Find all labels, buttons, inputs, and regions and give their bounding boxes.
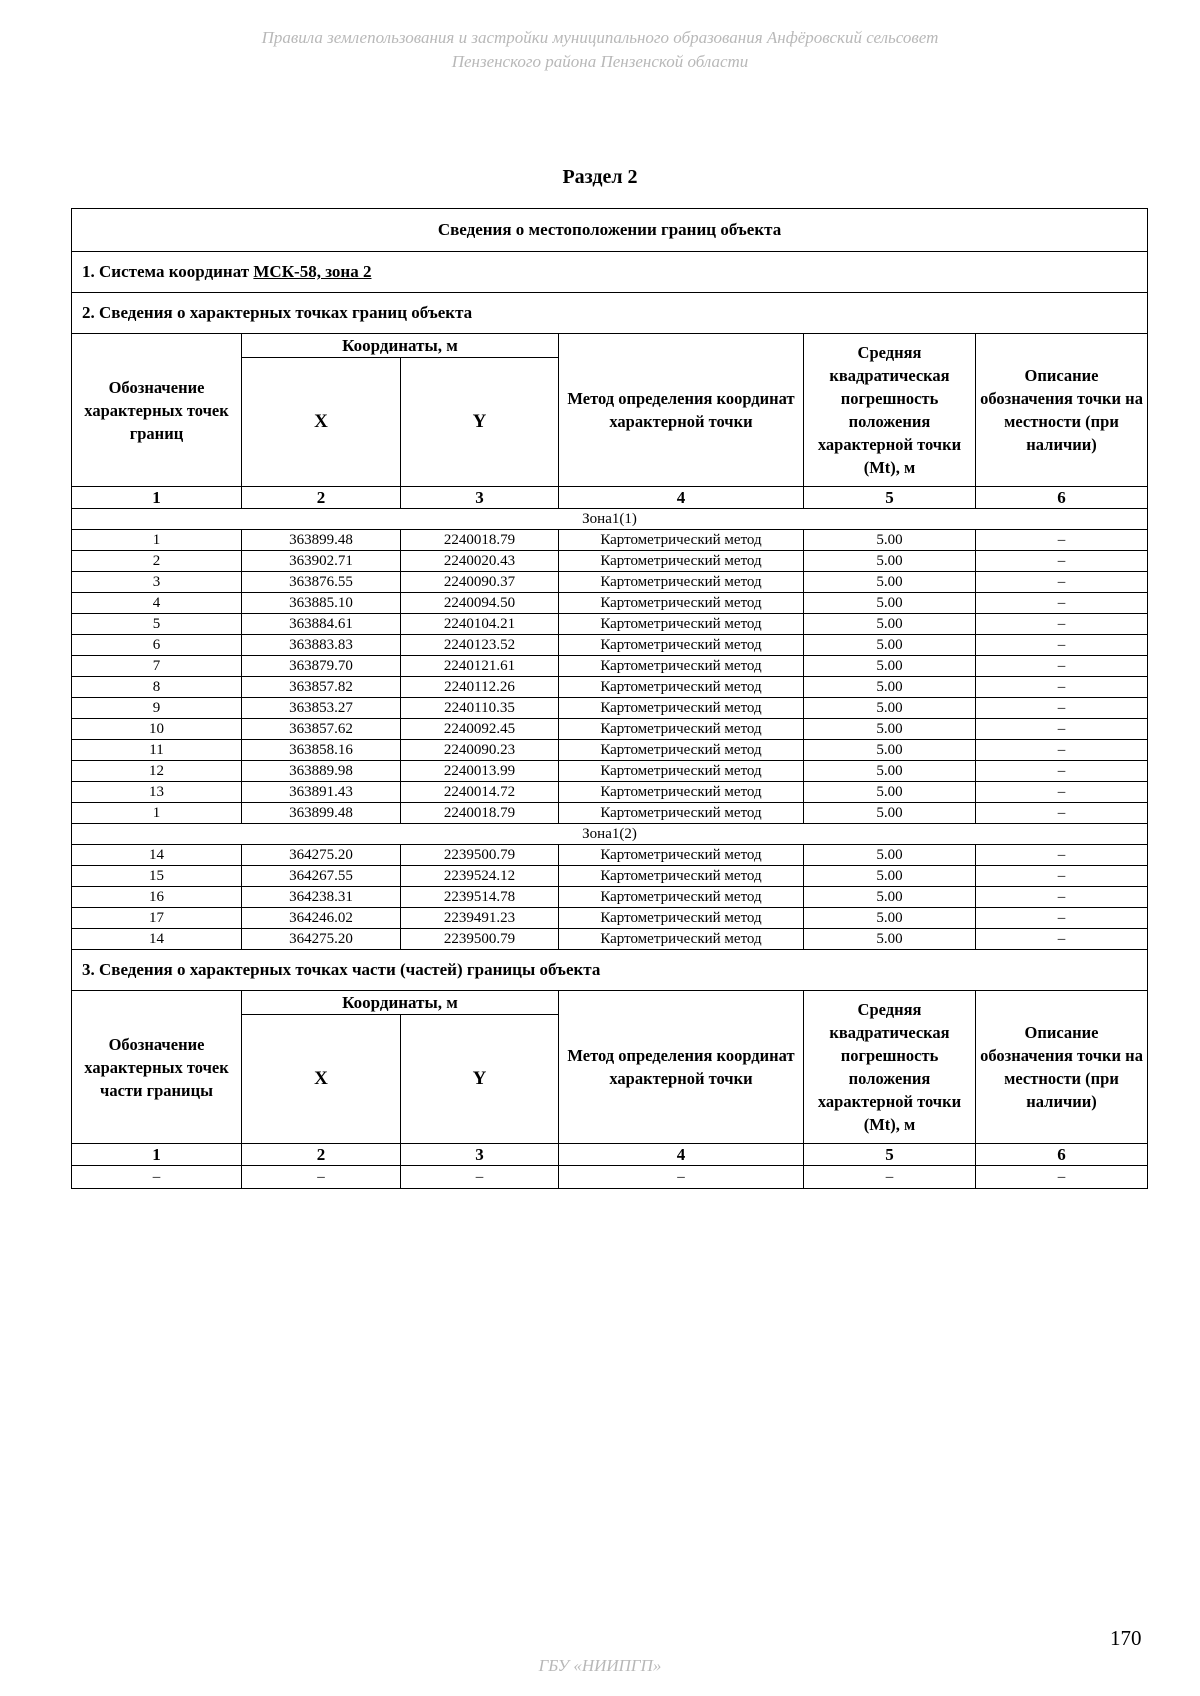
boundary-table	[71, 208, 1148, 1189]
column-number: 6	[976, 487, 1148, 509]
table-cell: 5.00	[804, 530, 976, 551]
table-cell: 5.00	[804, 614, 976, 635]
table-cell: 364238.31	[242, 887, 401, 908]
table-cell: 5.00	[804, 845, 976, 866]
table-cell: –	[976, 887, 1148, 908]
table-cell: 16	[72, 887, 242, 908]
table-cell: 2240090.37	[401, 572, 559, 593]
table-cell: –	[976, 845, 1148, 866]
table-cell: 363891.43	[242, 782, 401, 803]
table-row	[72, 803, 1148, 824]
column-number: 1	[72, 1144, 242, 1166]
table-cell: 2240090.23	[401, 740, 559, 761]
table-cell: Картометрический метод	[559, 530, 804, 551]
table-cell: 2240018.79	[401, 530, 559, 551]
table-cell: –	[976, 656, 1148, 677]
zone-row	[72, 509, 1148, 530]
table-cell: 5.00	[804, 698, 976, 719]
table-cell: 5.00	[804, 593, 976, 614]
table-cell: Картометрический метод	[559, 761, 804, 782]
zone-row	[72, 824, 1148, 845]
header-y: Y	[401, 358, 559, 487]
part-column-numbers-row	[72, 1144, 1148, 1166]
table-cell: 363858.16	[242, 740, 401, 761]
table-cell: 5.00	[804, 908, 976, 929]
table-cell: 364275.20	[242, 929, 401, 950]
table-cell: 2239524.12	[401, 866, 559, 887]
table-cell: 2240104.21	[401, 614, 559, 635]
table-cell: 1	[72, 803, 242, 824]
table-cell: 2240014.72	[401, 782, 559, 803]
table-cell: Картометрический метод	[559, 635, 804, 656]
table-cell: 363879.70	[242, 656, 401, 677]
table-cell: 14	[72, 845, 242, 866]
zone-label: Зона1(1)	[72, 509, 1148, 530]
table-row	[72, 866, 1148, 887]
table-cell: –	[559, 1166, 804, 1189]
table-cell: 363857.82	[242, 677, 401, 698]
table-cell: 5.00	[804, 929, 976, 950]
table-cell: 5.00	[804, 782, 976, 803]
table-cell: 363876.55	[242, 572, 401, 593]
table-cell: 5.00	[804, 719, 976, 740]
table-cell: –	[976, 908, 1148, 929]
table-cell: 363883.83	[242, 635, 401, 656]
table-cell: 5.00	[804, 677, 976, 698]
table-row	[72, 677, 1148, 698]
table-cell: Картометрический метод	[559, 551, 804, 572]
header-coordinates: Координаты, м	[242, 334, 559, 358]
table-cell: Картометрический метод	[559, 614, 804, 635]
table-cell: 364246.02	[242, 908, 401, 929]
table-cell: 2240020.43	[401, 551, 559, 572]
column-number: 4	[559, 487, 804, 509]
table-row	[72, 635, 1148, 656]
table-cell: Картометрический метод	[559, 908, 804, 929]
table-title: Сведения о местоположении границ объекта	[72, 209, 1148, 252]
table-cell: –	[72, 1166, 242, 1189]
table-cell: –	[976, 614, 1148, 635]
table-cell: 13	[72, 782, 242, 803]
table-cell: 363889.98	[242, 761, 401, 782]
table-cell: –	[976, 929, 1148, 950]
table-row	[72, 719, 1148, 740]
table-cell: 2239514.78	[401, 887, 559, 908]
table-cell: 5	[72, 614, 242, 635]
column-number: 5	[804, 1144, 976, 1166]
table-cell: 14	[72, 929, 242, 950]
page-header	[0, 26, 1200, 74]
table-cell: 10	[72, 719, 242, 740]
table-cell: Картометрический метод	[559, 740, 804, 761]
table-cell: –	[976, 866, 1148, 887]
column-number: 3	[401, 1144, 559, 1166]
table-cell: 5.00	[804, 572, 976, 593]
table-cell: 2240094.50	[401, 593, 559, 614]
table-cell: Картометрический метод	[559, 845, 804, 866]
table-cell: –	[976, 698, 1148, 719]
table-row	[72, 761, 1148, 782]
table-cell: 2240123.52	[401, 635, 559, 656]
header-error: Средняя квадратическая погрешность положения характерной точки (Mt), м	[804, 334, 976, 487]
table-cell: –	[976, 551, 1148, 572]
table-cell: 2240013.99	[401, 761, 559, 782]
table-cell: 11	[72, 740, 242, 761]
table-cell: 7	[72, 656, 242, 677]
header-designation: Обозначение характерных точек границ	[72, 334, 242, 487]
column-number: 2	[242, 487, 401, 509]
part-header-x: X	[242, 1015, 401, 1144]
table-cell: –	[976, 761, 1148, 782]
table-cell: Картометрический метод	[559, 887, 804, 908]
table-cell: –	[976, 635, 1148, 656]
column-number: 2	[242, 1144, 401, 1166]
header-description: Описание обозначения точки на местности (при наличии)	[976, 334, 1148, 487]
table-cell: 3	[72, 572, 242, 593]
table-cell: Картометрический метод	[559, 677, 804, 698]
column-number: 1	[72, 487, 242, 509]
part-header-error: Средняя квадратическая погрешность положения характерной точки (Mt), м	[804, 991, 976, 1144]
table-cell: Картометрический метод	[559, 572, 804, 593]
table-cell: –	[976, 803, 1148, 824]
part-table-row	[72, 1166, 1148, 1189]
header-x: X	[242, 358, 401, 487]
table-cell: 363857.62	[242, 719, 401, 740]
table-cell: 5.00	[804, 803, 976, 824]
table-cell: 5.00	[804, 635, 976, 656]
table-cell: 15	[72, 866, 242, 887]
header-line-2: Пензенского района Пензенской области	[451, 52, 749, 71]
points-section-title: 2. Сведения о характерных точках границ объекта	[72, 293, 1148, 334]
table-row	[72, 551, 1148, 572]
table-cell: –	[976, 719, 1148, 740]
table-cell: Картометрический метод	[559, 782, 804, 803]
coordinate-system-label: 1. Система координат	[82, 262, 254, 281]
part-header-coordinates: Координаты, м	[242, 991, 559, 1015]
table-cell: 8	[72, 677, 242, 698]
table-cell: 6	[72, 635, 242, 656]
part-header-description: Описание обозначения точки на местности (при наличии)	[976, 991, 1148, 1144]
table-cell: 2240112.26	[401, 677, 559, 698]
table-cell: 5.00	[804, 887, 976, 908]
table-row	[72, 887, 1148, 908]
table-cell: –	[976, 530, 1148, 551]
table-cell: –	[242, 1166, 401, 1189]
table-cell: 363853.27	[242, 698, 401, 719]
table-cell: 363902.71	[242, 551, 401, 572]
table-cell: –	[976, 677, 1148, 698]
column-numbers-row	[72, 487, 1148, 509]
table-cell: 363899.48	[242, 803, 401, 824]
part-section-title: 3. Сведения о характерных точках части (частей) границы объекта	[72, 950, 1148, 991]
table-cell: 2240018.79	[401, 803, 559, 824]
table-cell: 363885.10	[242, 593, 401, 614]
table-row	[72, 698, 1148, 719]
table-row	[72, 782, 1148, 803]
column-number: 6	[976, 1144, 1148, 1166]
table-cell: 2239491.23	[401, 908, 559, 929]
column-number: 4	[559, 1144, 804, 1166]
table-cell: 363884.61	[242, 614, 401, 635]
table-cell: –	[401, 1166, 559, 1189]
header-line-1: Правила землепользования и застройки муниципального образования Анфёровский сельсовет	[261, 28, 939, 47]
table-cell: 12	[72, 761, 242, 782]
table-cell: 5.00	[804, 551, 976, 572]
table-row	[72, 845, 1148, 866]
table-cell: Картометрический метод	[559, 719, 804, 740]
table-cell: Картометрический метод	[559, 698, 804, 719]
table-cell: Картометрический метод	[559, 656, 804, 677]
table-cell: 5.00	[804, 866, 976, 887]
coordinate-system-row	[72, 252, 1148, 293]
table-cell: 5.00	[804, 740, 976, 761]
part-header-designation: Обозначение характерных точек части границы	[72, 991, 242, 1144]
coordinate-system-value: МСК-58, зона 2	[253, 262, 372, 281]
section-title: Раздел 2	[562, 166, 638, 188]
table-cell: 2240121.61	[401, 656, 559, 677]
table-row	[72, 740, 1148, 761]
column-number: 5	[804, 487, 976, 509]
table-row	[72, 656, 1148, 677]
table-row	[72, 929, 1148, 950]
table-cell: Картометрический метод	[559, 929, 804, 950]
table-cell: 17	[72, 908, 242, 929]
table-cell: Картометрический метод	[559, 866, 804, 887]
page-number: 170	[1110, 1626, 1142, 1650]
table-cell: 4	[72, 593, 242, 614]
table-cell: 2240092.45	[401, 719, 559, 740]
zone-label: Зона1(2)	[72, 824, 1148, 845]
table-row	[72, 593, 1148, 614]
table-cell: 1	[72, 530, 242, 551]
table-cell: –	[976, 740, 1148, 761]
table-cell: 5.00	[804, 656, 976, 677]
table-cell: –	[976, 572, 1148, 593]
header-method: Метод определения координат характерной точки	[559, 334, 804, 487]
table-cell: 363899.48	[242, 530, 401, 551]
part-header-method: Метод определения координат характерной точки	[559, 991, 804, 1144]
table-row	[72, 572, 1148, 593]
table-cell: 364267.55	[242, 866, 401, 887]
table-cell: 9	[72, 698, 242, 719]
table-cell: –	[804, 1166, 976, 1189]
table-cell: 2239500.79	[401, 845, 559, 866]
table-cell: 5.00	[804, 761, 976, 782]
table-cell: 364275.20	[242, 845, 401, 866]
table-cell: –	[976, 593, 1148, 614]
table-cell: –	[976, 1166, 1148, 1189]
page-footer: ГБУ «НИИПГП»	[538, 1656, 662, 1675]
column-number: 3	[401, 487, 559, 509]
table-cell: 2240110.35	[401, 698, 559, 719]
table-row	[72, 614, 1148, 635]
part-header-y: Y	[401, 1015, 559, 1144]
table-row	[72, 908, 1148, 929]
table-cell: –	[976, 782, 1148, 803]
table-cell: Картометрический метод	[559, 803, 804, 824]
table-cell: Картометрический метод	[559, 593, 804, 614]
table-cell: 2239500.79	[401, 929, 559, 950]
table-row	[72, 530, 1148, 551]
table-cell: 2	[72, 551, 242, 572]
